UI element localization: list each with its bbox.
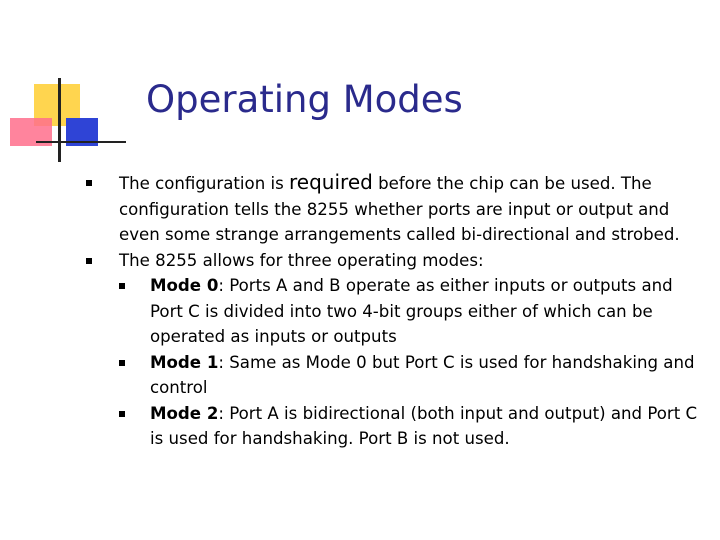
square-bullet-icon bbox=[119, 360, 125, 366]
bullet-emphasis: required bbox=[289, 170, 373, 194]
square-bullet-icon bbox=[119, 283, 125, 289]
bullet-text: The 8255 allows for three operating modes: bbox=[119, 250, 484, 270]
square-bullet-icon bbox=[86, 258, 92, 264]
sub-bullet-item bbox=[119, 350, 701, 401]
sub-bullet-item bbox=[119, 273, 701, 350]
square-bullet-icon bbox=[119, 411, 125, 417]
sub-bullet-item bbox=[119, 401, 701, 452]
square-bullet-icon bbox=[86, 180, 92, 186]
slide-body bbox=[86, 170, 701, 452]
slide-title: Operating Modes bbox=[146, 78, 463, 121]
mode-label: Mode 1 bbox=[150, 352, 219, 372]
horizontal-line-decoration bbox=[36, 141, 126, 143]
bullet-item bbox=[86, 248, 701, 274]
mode-label: Mode 0 bbox=[150, 276, 219, 295]
mode-description: : Port A is bidirectional (both input and output) and Port C is used for handshaking. Port B is not used. bbox=[150, 403, 698, 448]
bullet-text: The configuration is bbox=[119, 174, 290, 193]
mode-description: : Ports A and B operate as either inputs or outputs and Port C is divided into two 4-bit groups either of which can be operated as inputs or outputs bbox=[150, 276, 673, 346]
bullet-text: before the chip can be used. The configuration tells the 8255 whether ports are input or output and even some strange arrangements called bi-directional and strobed. bbox=[119, 174, 680, 244]
mode-label: Mode 2 bbox=[150, 403, 219, 423]
vertical-line-decoration bbox=[58, 78, 61, 162]
mode-description: : Same as Mode 0 but Port C is used for handshaking and control bbox=[150, 352, 695, 397]
bullet-item bbox=[86, 170, 701, 248]
